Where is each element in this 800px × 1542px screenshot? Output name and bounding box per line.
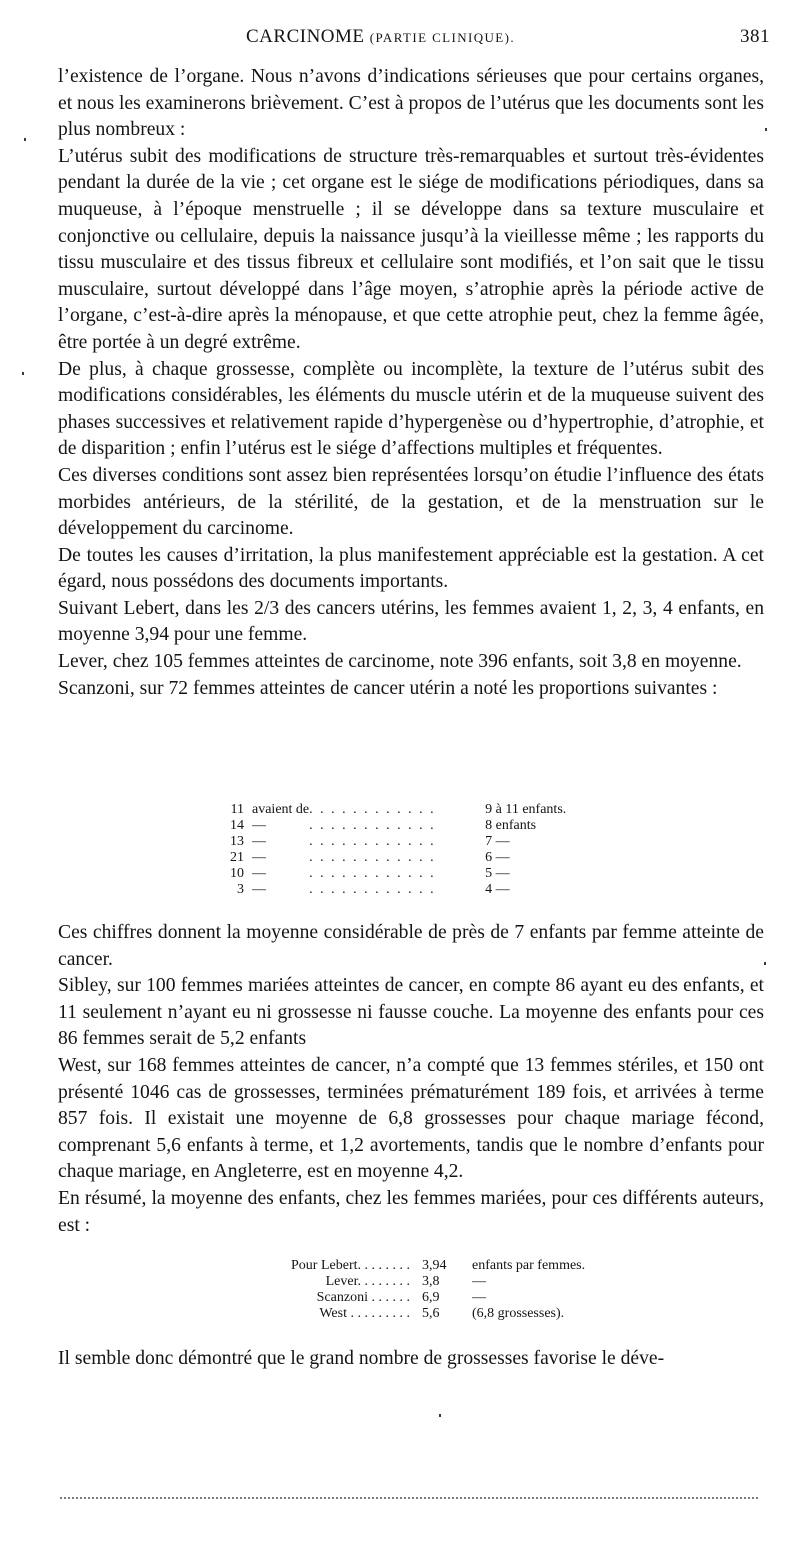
paragraph: En résumé, la moyenne des enfants, chez les femmes mariées, pour ces différents auteurs, est : [58,1187,764,1236]
table-cell-label: — [252,834,266,849]
paragraph: Lever, chez 105 femmes atteintes de carcinome, note 396 enfants, soit 3,8 en moyenne. [58,651,742,673]
table-row [214,1306,585,1322]
body-text-middle [58,920,764,1239]
leader-dots: . . . . . . . . . . . . [309,802,436,817]
running-title [246,26,515,48]
paragraph: Suivant Lebert, dans les 2/3 des cancers utérins, les femmes avaient 1, 2, 3, 4 enfants, en moyenne 3,94 pour une femme. [58,597,764,646]
table-row [214,882,566,898]
table-cell-count: 10 [230,866,244,881]
paragraph: West, sur 168 femmes atteintes de cancer, n’a compté que 13 femmes stériles, et 150 ont présenté 1046 cas de grossesses, terminées prématurément 189 fois, et arrivées à terme 857 fois. Il existait une moyenne de 6,8 grossesses pour chaque mariage fécond, comprenant 5,6 enfants à terme, et 1,2 avortements, tandis que le nombre d’enfants pour chaque mariage, en Angleterre, est en moyenne 4,2. [58,1054,764,1183]
table-cell-label: — [252,866,266,881]
table-cell-count: 11 [230,802,244,817]
table-cell-count: 13 [230,834,244,849]
table-row [214,1290,585,1306]
table-cell-count: 14 [230,818,244,833]
paragraph: De plus, à chaque grossesse, complète ou incomplète, la texture de l’utérus subit des modifications considérables, les éléments du muscle utérin et de la muqueuse suivent des phases successives et relativement rapide d’hypergenèse ou d’hypertrophie, d’atrophie, et de disparition ; enfin l’utérus est le siége d’affections multiples et fréquentes. [58,358,764,460]
table-row [214,850,566,866]
table-cell-author: West . . . . . . . . . [319,1306,410,1321]
table-cell-value: 4 — [485,882,510,897]
table-cell-value: 7 — [485,834,510,849]
paragraph: Il semble donc démontré que le grand nombre de grossesses favorise le déve- [58,1348,665,1369]
paragraph: Scanzoni, sur 72 femmes atteintes de cancer utérin a noté les proportions suivantes : [58,677,718,699]
table-row [214,818,566,834]
table-row [214,1258,585,1274]
leader-dots: . . . . . . . . . . . . [309,850,436,865]
table-cell-author: Lever. . . . . . . . [325,1274,410,1289]
table-cell-note: enfants par femmes. [472,1258,586,1273]
body-text-bottom [58,1346,764,1373]
table-cell-label: avaient de [252,802,310,817]
table-cell-label: — [252,850,266,865]
table-row [214,802,566,818]
table-cell-value: 6,9 [422,1290,440,1305]
leader-dots: . . . . . . . . . . . . [309,834,436,849]
table-cell-count: 3 [237,882,244,897]
paragraph: l’existence de l’organe. Nous n’avons d’indications sérieuses que pour certains organes, et nous les examinerons brièvement. C’est à propos de l’utérus que les documents sont les plus nombreux : [58,66,764,141]
table-cell-author: Pour Lebert. . . . . . . . [291,1258,410,1273]
table-cell-note: (6,8 grossesses). [472,1306,565,1321]
table-cell-count: 21 [230,850,244,865]
leader-dots: . . . . . . . . . . . . [309,866,436,881]
table-cell-value: 3,8 [422,1274,440,1289]
leader-dots: . . . . . . . . . . . . [309,818,436,833]
leader-dots: . . . . . . . . . . . . [309,882,436,897]
table-cell-author: Scanzoni . . . . . . [316,1290,410,1305]
print-speck [439,1414,441,1417]
paragraph: L’utérus subit des modifications de structure très-remarquables et surtout très-évidentes pendant la durée de la vie ; cet organe est le siége de modifications périodiques, dans sa muqueuse, à l’époque menstruelle ; il se développe dans sa texture musculaire et conjonctive ou cellulaire, depuis la naissance jusqu’à la vieillesse même ; les rapports du tissu musculaire et des tissus fibreux et cellulaire sont modifiés, et l’on sait que le tissu musculaire, surtout développé dans l’âge moyen, s’atrophie après la période active de l’organe, c’est-à-dire après la ménopause, et que cette atrophie peut, chez la femme âgée, être portée à un degré extrême. [58,145,764,353]
table-row [214,834,566,850]
print-speck [765,128,767,131]
table-cell-note: — [472,1274,486,1289]
table-cell-value: 5 — [485,866,510,881]
paragraph: De toutes les causes d’irritation, la plus manifestement appréciable est la gestation. A cet égard, nous possédons des documents importants. [58,544,764,593]
paragraph: Ces chiffres donnent la moyenne considérable de près de 7 enfants par femme atteinte de cancer. [58,922,764,970]
table-cell-value: 6 — [485,850,510,865]
table-cell-note: — [472,1290,486,1305]
table-cell-label: — [252,882,266,897]
table-cell-value: 8 enfants [485,818,537,833]
page-number: 381 [740,26,770,47]
bottom-bleed-line [60,1497,758,1499]
paragraph: Sibley, sur 100 femmes mariées atteintes de cancer, en compte 86 ayant eu des enfants, et 11 seulement n’ayant eu ni grossesse ni fausse couche. La moyenne des enfants pour ces 86 femmes serait de 5,2 enfants [58,975,764,1050]
table-row [214,866,566,882]
print-speck [24,138,26,141]
paragraph: Ces diverses conditions sont assez bien représentées lorsqu’on étudie l’influence des états morbides antérieurs, de la stérilité, de la gestation, et de la menstruation sur le développement du carcinome. [58,464,764,540]
scanzoni-table [214,802,566,898]
print-speck [22,372,24,375]
table-row [214,1274,585,1290]
summary-table [214,1258,585,1322]
running-title-subtitle: (PARTIE CLINIQUE). [369,30,516,45]
running-title-main: CARCINOME [246,26,365,47]
print-speck [764,962,766,965]
body-text-top [58,64,764,702]
table-cell-value: 9 à 11 enfants. [485,802,567,817]
table-cell-value: 5,6 [422,1306,440,1321]
table-cell-value: 3,94 [422,1258,447,1273]
table-cell-label: — [252,818,266,833]
